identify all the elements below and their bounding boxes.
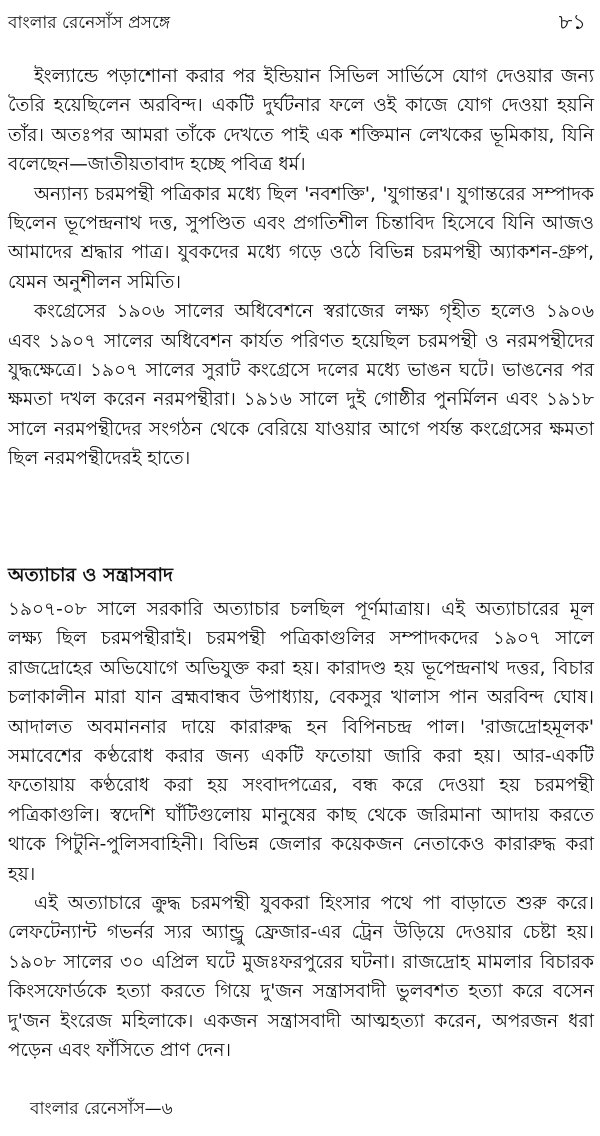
running-head: বাংলার রেনেসাঁস প্রসঙ্গে (8, 13, 171, 33)
section-one-body (8, 62, 594, 474)
page-number: ৮১ (558, 10, 586, 34)
section-two-body (8, 595, 594, 1066)
paragraph: ইংল্যান্ডে পড়াশোনা করার পর ইন্ডিয়ান সিভিল সার্ভিসে যোগ দেওয়ার জন্য তৈরি হয়েছিলেন অরবিন্দ। একটি দুর্ঘটনার ফলে ওই কাজে যোগ দেওয়া হয়নি তাঁর। অতঃপর আমরা তাঁকে দেখতে পাই এক শক্তিমান লেখকের ভূমিকায়, যিনি বলেছেন—জাতীয়তাবাদ হচ্ছে পবিত্র ধর্ম। (8, 66, 595, 176)
paragraph: অন্যান্য চরমপন্থী পত্রিকার মধ্যে ছিল 'নবশক্তি', 'যুগান্তর'। যুগান্তরের সম্পাদক ছিলেন ভূপেন্দ্রনাথ দত্ত, সুপণ্ডিত এবং প্রগতিশীল চিন্তাবিদ হিসেবে যিনি আজও আমাদের শ্রদ্ধার পাত্র। যুবকদের মধ্যে গড়ে ওঠে বিভিন্ন চরমপন্থী অ্যাকশন-গ্রুপ, যেমন অনুশীলন সমিতি। (8, 183, 594, 293)
section-heading: অত্যাচার ও সন্ত্রাসবাদ (8, 564, 174, 586)
paragraph: ১৯০৭-০৮ সালে সরকারি অত্যাচার চলছিল পূর্ণমাত্রায়। এই অত্যাচারের মূল লক্ষ্য ছিল চরমপন্থীরাই। চরমপন্থী পত্রিকাগুলির সম্পাদকদের ১৯০৭ সালে রাজদ্রোহের অভিযোগে অভিযুক্ত করা হয়। কারাদণ্ড হয় ভূপেন্দ্রনাথ দত্তর, বিচার চলাকালীন মারা যান ব্রহ্মবান্ধব উপাধ্যায়, বেকসুর খালাস পান অরবিন্দ ঘোষ। আদালত অবমাননার দায়ে কারারুদ্ধ হন বিপিনচন্দ্র পাল। 'রাজদ্রোহমূলক' সমাবেশের কণ্ঠরোধ করার জন্য একটি ফতোয়া জারি করা হয়। আর-একটি ফতোয়ায় কণ্ঠরোধ করা হয় সংবাদপত্রের, বন্ধ করে দেওয়া হয় চরমপন্থী পত্রিকাগুলি। স্বদেশি ঘাঁটিগুলোয় মানুষের কাছ থেকে জরিমানা আদায় করতে থাকে পিটুনি-পুলিসবাহিনী। বিভিন্ন জেলার কয়েকজন নেতাকেও কারারুদ্ধ করা হয়। (8, 599, 594, 885)
signature-mark: বাংলার রেনেসাঁস—৬ (30, 1099, 173, 1119)
paragraph: কংগ্রেসের ১৯০৬ সালের অধিবেশনে স্বরাজের লক্ষ্য গৃহীত হলেও ১৯০৬ এবং ১৯০৭ সালের অধিবেশন কার্যত পরিণত হয়েছিল চরমপন্থী ও নরমপন্থীদের যুদ্ধক্ষেত্রে। ১৯০৭ সালের সুরাট কংগ্রেসে দলের মধ্যে ভাঙন ঘটে। ভাঙনের পর ক্ষমতা দখল করেন নরমপন্থীরা। ১৯১৬ সালে দুই গোষ্ঠীর পুনর্মিলন এবং ১৯১৮ সালে নরমপন্থীদের সংগঠন থেকে বেরিয়ে যাওয়ার আগে পর্যন্ত কংগ্রেসের ক্ষমতা ছিল নরমপন্থীদেরই হাতে। (8, 301, 594, 470)
paragraph: এই অত্যাচারে ক্রুদ্ধ চরমপন্থী যুবকরা হিংসার পথে পা বাড়াতে শুরু করে। লেফটেন্যান্ট গভর্নর স্যর অ্যান্ড্রু ফ্রেজার-এর ট্রেন উড়িয়ে দেওয়ার চেষ্টা হয়। ১৯০৮ সালের ৩০ এপ্রিল ঘটে মুজঃফরপুরের ঘটনা। রাজদ্রোহ মামলার বিচারক কিংসফোর্ডকে হত্যা করতে গিয়ে দু'জন সন্ত্রাসবাদী ভুলবশত হত্যা করে বসেন দু'জন ইংরেজ মহিলাকে। একজন সন্ত্রাসবাদী আত্মহত্যা করেন, অপরজন ধরা পড়েন এবং ফাঁসিতে প্রাণ দেন। (8, 893, 594, 1062)
